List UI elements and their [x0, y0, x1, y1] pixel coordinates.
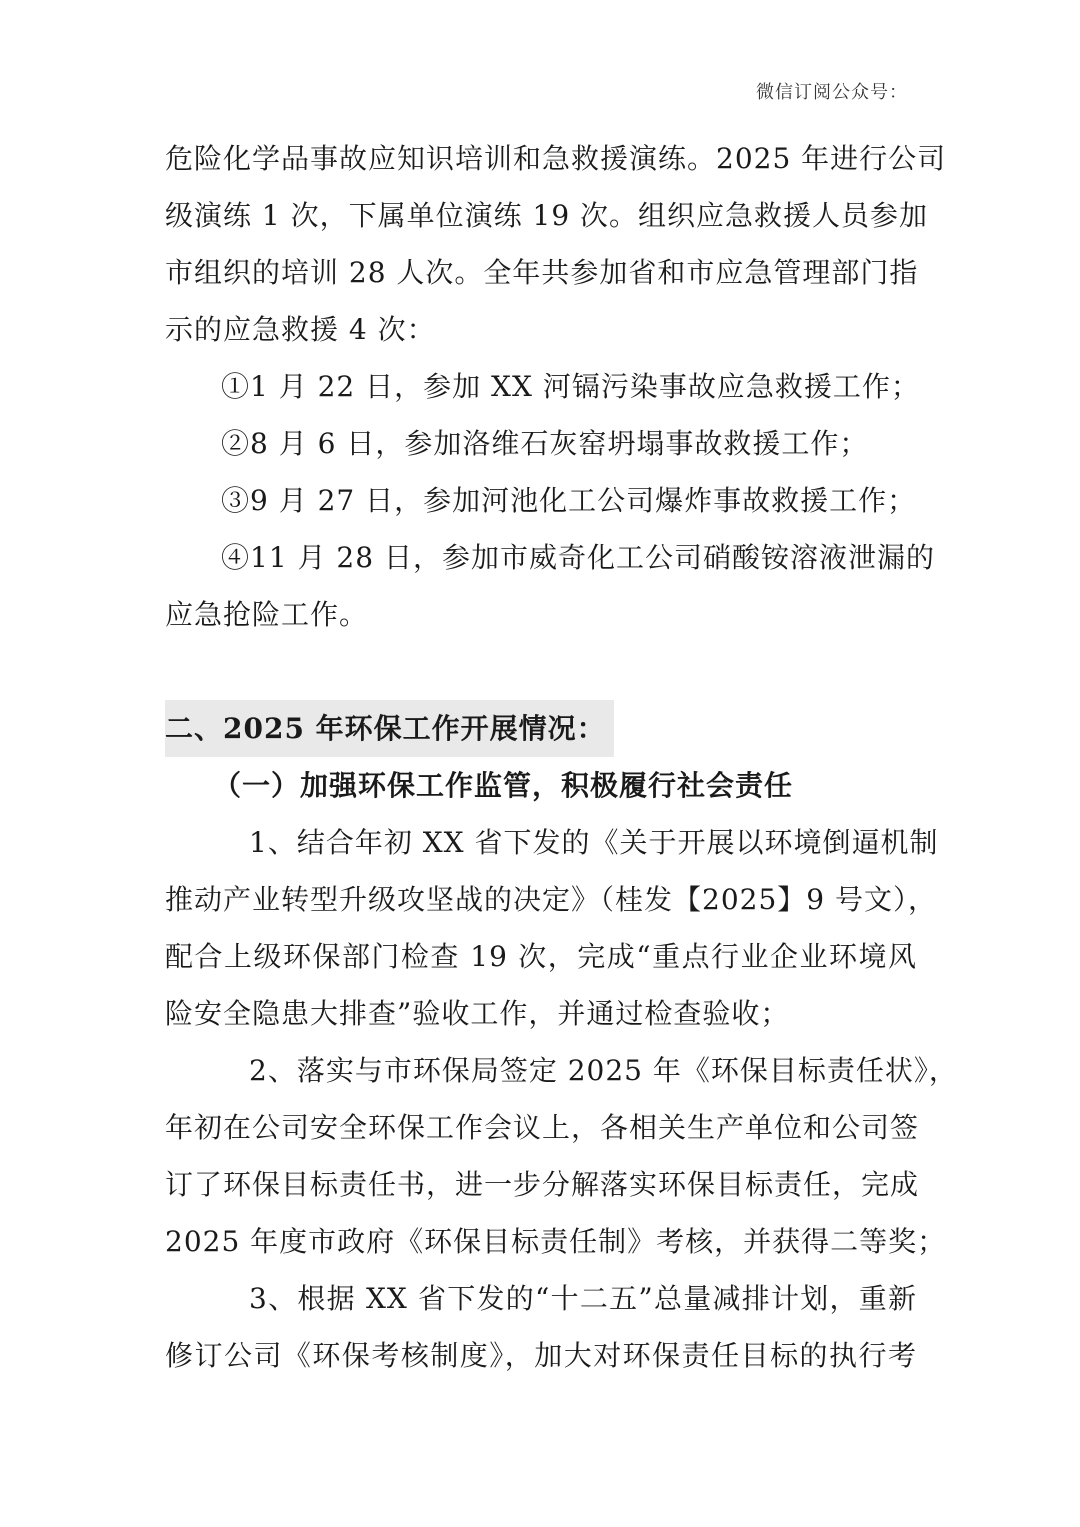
paragraph-line: 市组织的培训 28 人次。全年共参加省和市应急管理部门指: [165, 256, 919, 289]
list-item: ④11 月 28 日，参加市威奇化工公司硝酸铵溶液泄漏的: [221, 541, 935, 574]
list-item: ②8 月 6 日，参加洛维石灰窑坍塌事故救援工作；: [221, 427, 869, 460]
document-body: [165, 130, 958, 1384]
paragraph-line: 2025 年度市政府《环保目标责任制》考核，并获得二等奖；: [165, 1225, 947, 1258]
page-header: 微信订阅公众号：: [756, 82, 908, 103]
paragraph-line: 示的应急救援 4 次：: [165, 313, 436, 346]
section-spacer: [165, 643, 917, 700]
section-heading-row: [165, 700, 917, 757]
paragraph-line: 订了环保目标责任书，进一步分解落实环保目标责任，完成: [165, 1168, 920, 1201]
paragraph-line: 年初在公司安全环保工作会议上，各相关生产单位和公司签: [165, 1111, 920, 1144]
paragraph-line: 1、结合年初 XX 省下发的《关于开展以环境倒逼机制: [249, 826, 939, 859]
section-heading: 二、2025 年环保工作开展情况：: [165, 700, 614, 757]
paragraph-line: 修订公司《环保考核制度》，加大对环保责任目标的执行考: [165, 1339, 917, 1372]
paragraph-line: 级演练 1 次，下属单位演练 19 次。组织应急救援人员参加: [165, 199, 929, 232]
list-item-continuation: 应急抢险工作。: [165, 598, 369, 631]
paragraph-line: 2、落实与市环保局签定 2025 年《环保目标责任状》，: [249, 1054, 958, 1087]
subsection-heading: （一）加强环保工作监管，积极履行社会责任: [213, 769, 794, 802]
list-item: ③9 月 27 日，参加河池化工公司爆炸事故救援工作；: [221, 484, 917, 517]
paragraph-line: 险安全隐患大排查”验收工作，并通过检查验收；: [165, 997, 790, 1030]
paragraph-line: 危险化学品事故应知识培训和急救援演练。2025 年进行公司: [165, 142, 947, 175]
paragraph-line: 配合上级环保部门检查 19 次，完成“重点行业企业环境风: [165, 940, 917, 973]
paragraph-line: 3、根据 XX 省下发的“十二五”总量减排计划，重新: [249, 1282, 917, 1315]
paragraph-line: 推动产业转型升级攻坚战的决定》（桂发【2025】9 号文），: [165, 883, 937, 916]
list-item: ①1 月 22 日，参加 XX 河镉污染事故应急救援工作；: [221, 370, 920, 403]
